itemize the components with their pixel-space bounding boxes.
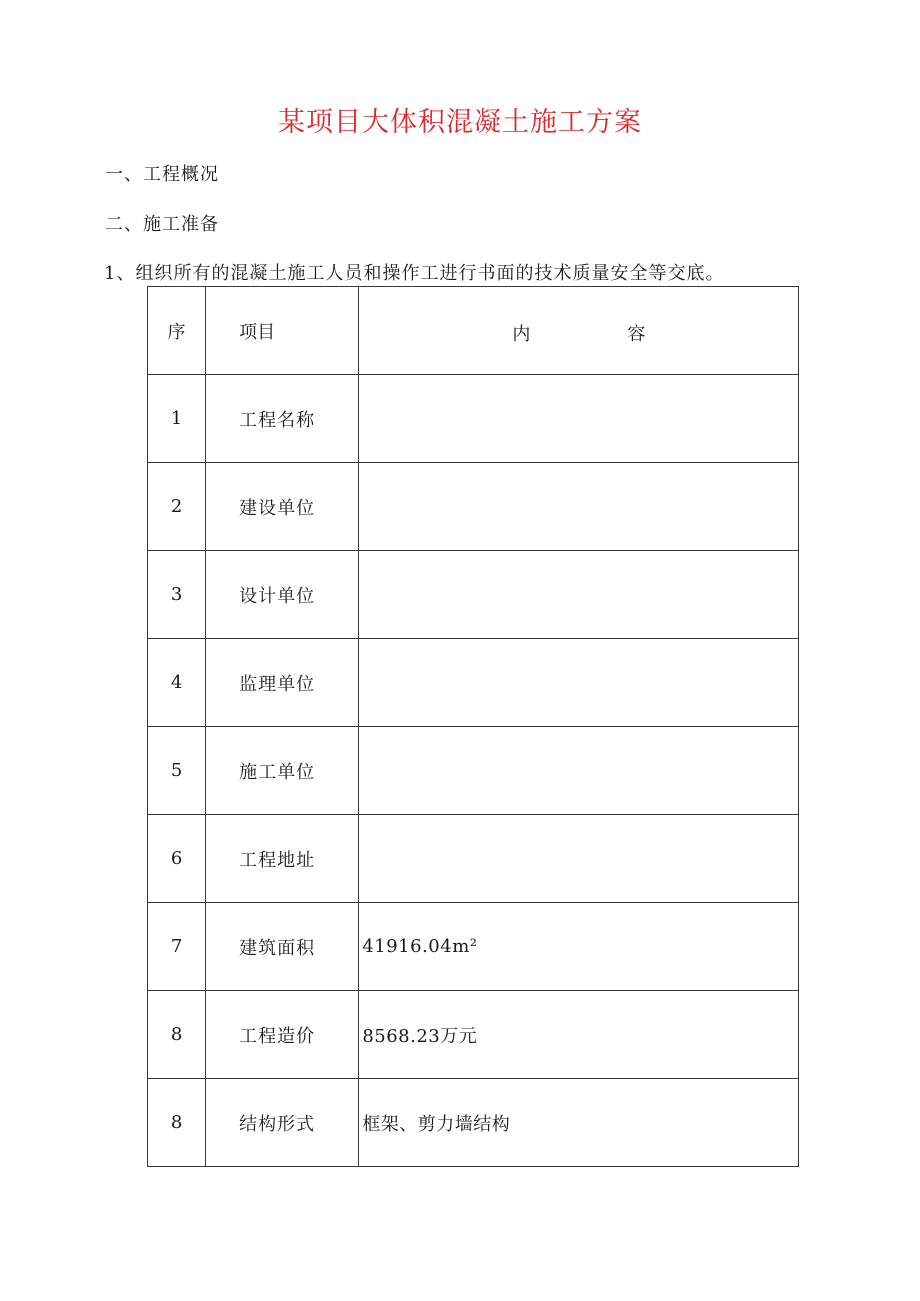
table-row <box>148 1079 799 1167</box>
header-item: 项目 <box>206 287 359 375</box>
section-heading-preparation: 二、施工准备 <box>105 214 219 235</box>
row-item: 建筑面积 <box>206 903 359 991</box>
header-seq: 序 <box>148 287 206 375</box>
row-seq: 2 <box>148 463 206 551</box>
row-item: 监理单位 <box>206 639 359 727</box>
row-item: 设计单位 <box>206 551 359 639</box>
row-item: 工程地址 <box>206 815 359 903</box>
row-content <box>359 639 799 727</box>
row-seq: 1 <box>148 375 206 463</box>
table-row <box>148 463 799 551</box>
row-content <box>359 551 799 639</box>
table-row <box>148 551 799 639</box>
document-title: 某项目大体积混凝土施工方案 <box>278 107 642 138</box>
table-row <box>148 815 799 903</box>
row-content: 8568.23万元 <box>359 991 799 1079</box>
row-seq: 5 <box>148 727 206 815</box>
row-seq: 4 <box>148 639 206 727</box>
row-item: 工程名称 <box>206 375 359 463</box>
header-content-char-2: 容 <box>627 324 646 345</box>
row-seq: 3 <box>148 551 206 639</box>
row-item: 施工单位 <box>206 727 359 815</box>
table-row <box>148 991 799 1079</box>
paragraph-briefing: 1、组织所有的混凝土施工人员和操作工进行书面的技术质量安全等交底。 <box>104 263 725 284</box>
row-content <box>359 815 799 903</box>
table-header-row <box>148 287 799 375</box>
table-row <box>148 727 799 815</box>
table-row <box>148 375 799 463</box>
row-item: 建设单位 <box>206 463 359 551</box>
project-info-table <box>147 286 799 1167</box>
header-content-char-1: 内 <box>512 324 531 345</box>
row-content <box>359 375 799 463</box>
row-item: 工程造价 <box>206 991 359 1079</box>
header-content <box>359 287 799 375</box>
table-row <box>148 639 799 727</box>
row-seq: 8 <box>148 1079 206 1167</box>
row-seq: 7 <box>148 903 206 991</box>
row-content: 41916.04m² <box>359 903 799 991</box>
row-content <box>359 727 799 815</box>
row-seq: 8 <box>148 991 206 1079</box>
row-content: 框架、剪力墙结构 <box>359 1079 799 1167</box>
row-seq: 6 <box>148 815 206 903</box>
row-content <box>359 463 799 551</box>
table-row <box>148 903 799 991</box>
row-item: 结构形式 <box>206 1079 359 1167</box>
section-heading-overview: 一、工程概况 <box>105 164 219 185</box>
